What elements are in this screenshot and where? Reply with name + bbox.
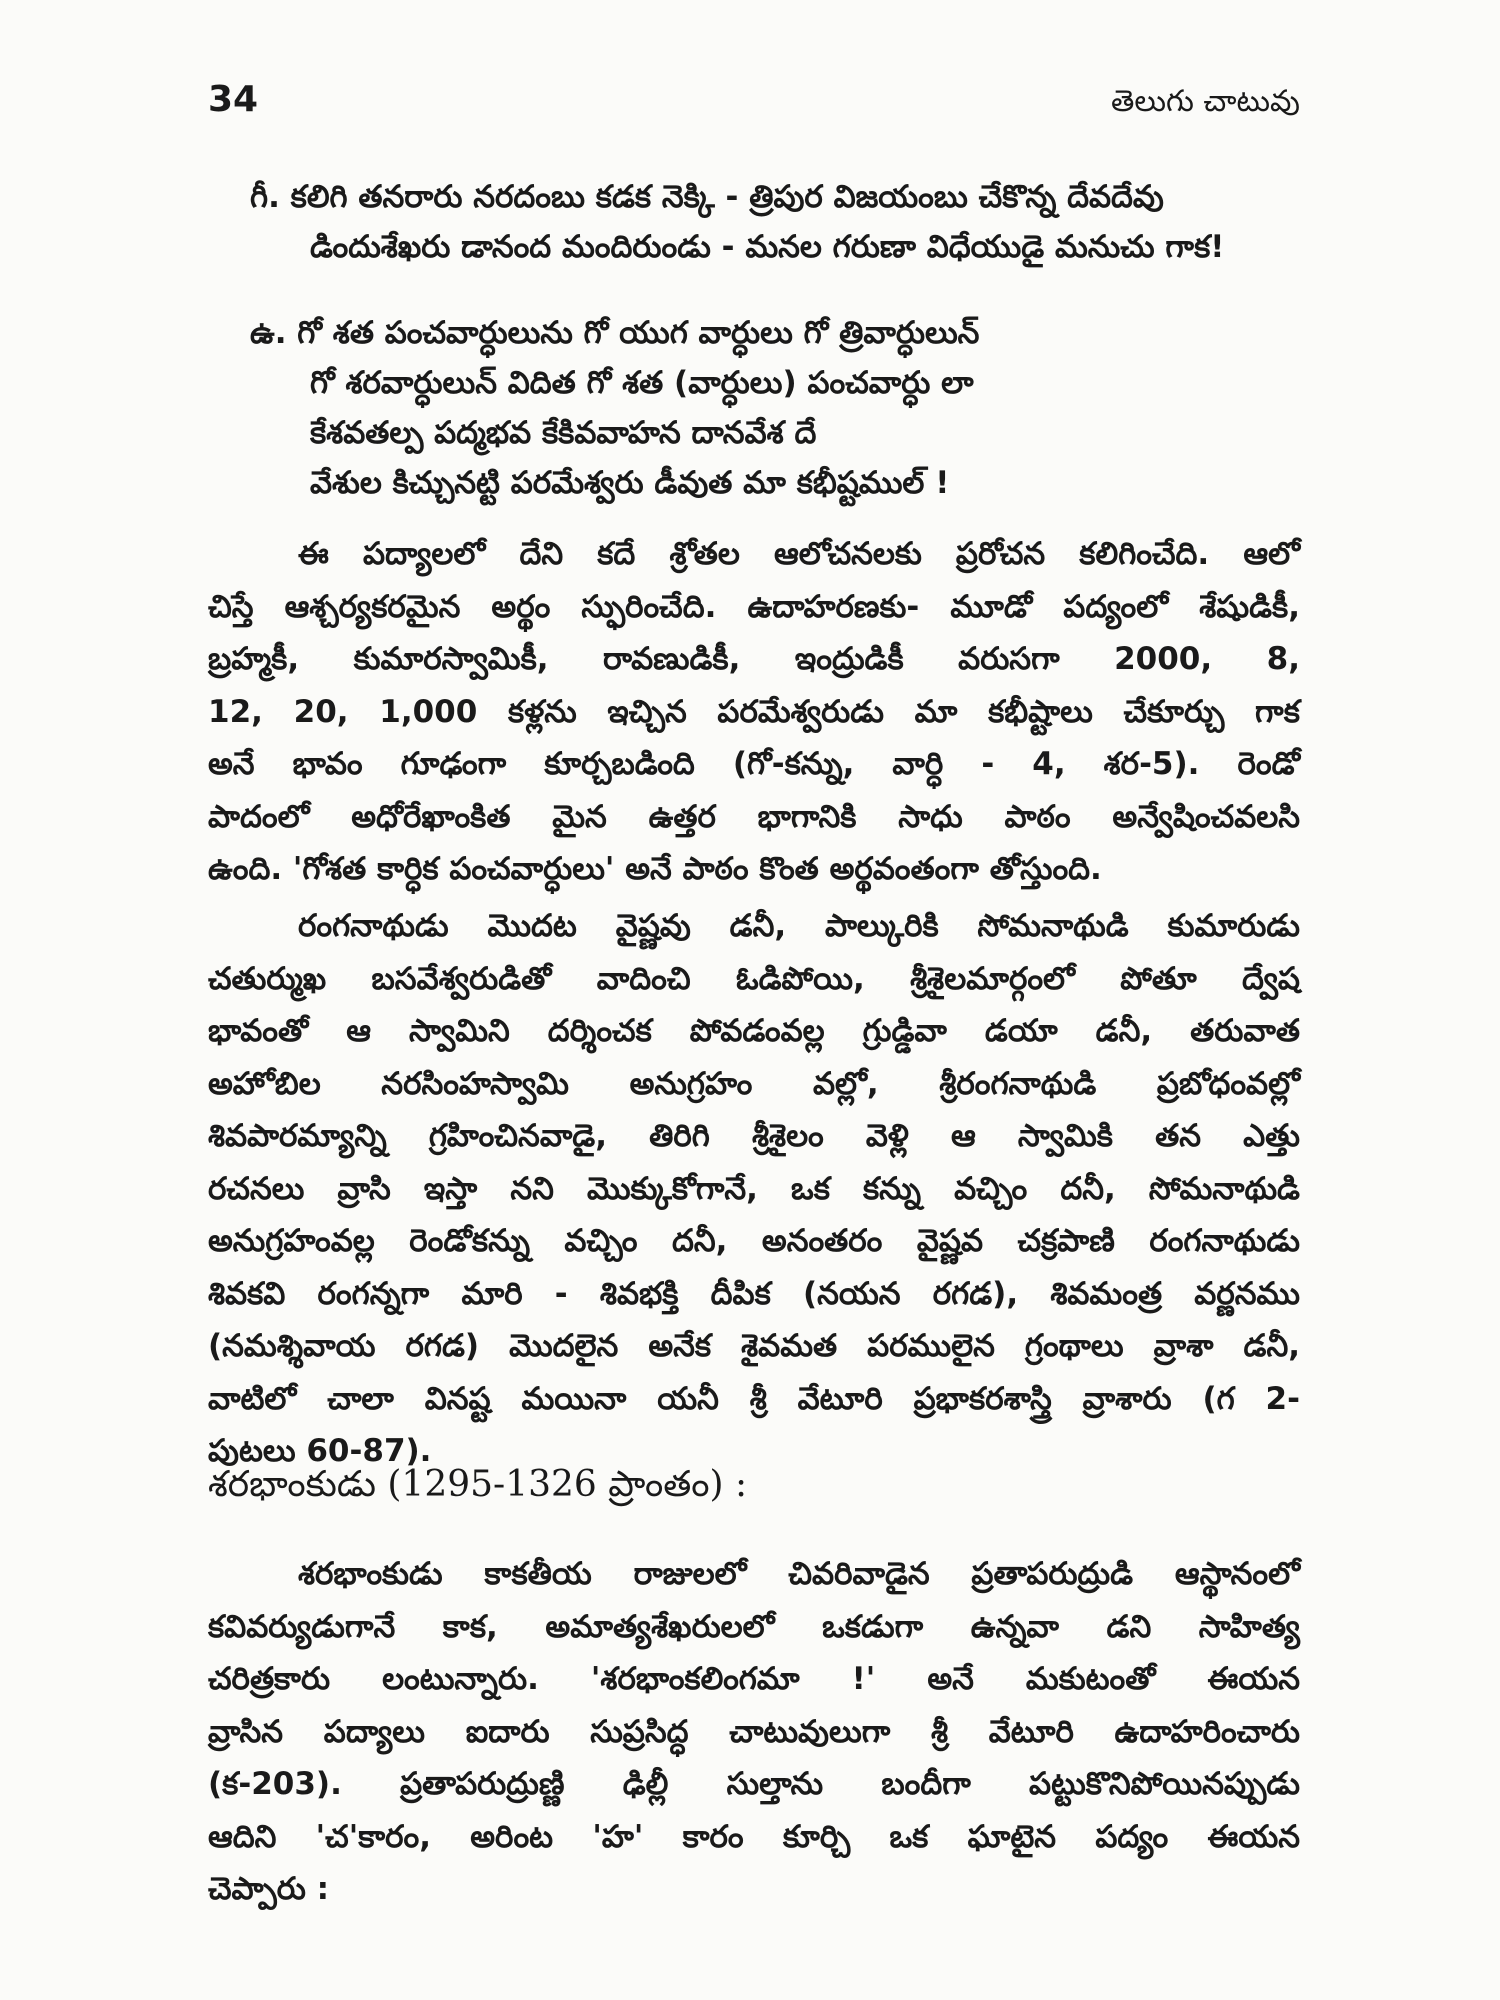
paragraph-line: శివపారమ్యాన్ని గ్రహించినవాడై, తిరిగి శ్రీశైలం వెళ్లి ఆ స్వామికి తన ఎత్తు [208,1118,1300,1154]
paragraph-line: 12, 20, 1,000 కళ్లను ఇచ్చిన పరమేశ్వరుడు మా కభీష్టాలు చేకూర్చు గాక [208,693,1300,730]
paragraph-line: చతుర్ముఖ బసవేశ్వరుడితో వాదించి ఓడిపోయి, శ్రీశైలమార్గంలో పోతూ ద్వేష [208,960,1300,997]
paragraph-line: ఆదిని 'చ'కారం, అరింట 'హ' కారం కూర్చి ఒక ఘాటైన పద్యం ఈయన [208,1818,1300,1855]
verse-line: డిందుశేఖరు డానంద మందిరుండు - మనల గరుణా విధేయుడై మనుచు గాక! [310,229,1225,265]
paragraph-line: రంగనాథుడు మొదట వైష్ణవు డనీ, పాల్కురికి సోమనాథుడి కుమారుడు [298,908,1300,944]
paragraph-sarabhanka [208,1548,1300,1916]
paragraph-line: (క-203). ప్రతాపరుద్రుణ్ణి ఢిల్లీ సుల్తాను బందీగా పట్టుకొనిపోయినప్పుడు [208,1766,1300,1802]
paragraph-line: శివకవి రంగన్నగా మారి - శివభక్తి దీపిక (నయన రగడ), శివమంత్ర వర్ణనము [208,1275,1300,1312]
verse-utpalamala [250,308,1300,508]
paragraph-explanation [208,528,1300,896]
paragraph-line: అనే భావం గూఢంగా కూర్చబడింది (గో-కన్ను, వార్ధి - 4, శర-5). రెండో [208,746,1300,782]
paragraph-line: అనుగ్రహంవల్ల రెండోకన్ను వచ్చిం దనీ, అనంతరం వైష్ణవ చక్రపాణి రంగనాథుడు [208,1223,1300,1259]
paragraph-line: అహోబిల నరసింహస్వామి అనుగ్రహం వల్లో, శ్రీరంగనాథుడి ప్రబోధంవల్లో [208,1065,1300,1102]
paragraph-line: చరిత్రకారు లంటున్నారు. 'శరభాంకలింగమా !' అనే మకుటంతో ఈయన [208,1661,1300,1697]
paragraph-ranganatha [208,900,1300,1478]
paragraph-line: రచనలు వ్రాసి ఇస్తా నని మొక్కుకోగానే, ఒక కన్ను వచ్చిం దనీ, సోమనాథుడి [208,1170,1300,1207]
paragraph-line: చిస్తే ఆశ్చర్యకరమైన అర్థం స్ఫురించేది. ఉదాహరణకు- మూడో పద్యంలో శేషుడికీ, [208,588,1300,625]
section-heading: శరభాంకుడు (1295-1326 ప్రాంతం) : [208,1464,748,1505]
paragraph-line: వ్రాసిన పద్యాలు ఐదారు సుప్రసిద్ధ చాటువులుగా శ్రీ వేటూరి ఉదాహరించారు [208,1713,1300,1750]
paragraph-line: ఉంది. 'గోశత కార్ధిక పంచవార్ధులు' అనే పాఠం కొంత అర్థవంతంగా తోస్తుంది. [208,851,1102,887]
verse-line: ఉ. గో శత పంచవార్ధులును గో యుగ వార్ధులు గో త్రివార్ధులున్ [250,315,980,351]
paragraph-line: శరభాంకుడు కాకతీయ రాజులలో చివరివాడైన ప్రతాపరుద్రుడి ఆస్థానంలో [298,1556,1300,1592]
verse-geetham [250,172,1300,272]
page-number: 34 [208,79,259,120]
page-header [208,78,1300,134]
paragraph-line: పాదంలో అధోరేఖాంకిత మైన ఉత్తర భాగానికి సాధు పాఠం అన్వేషించవలసి [208,798,1300,835]
paragraph-line: భావంతో ఆ స్వామిని దర్శించక పోవడంవల్ల గ్రుడ్డివా డయా డనీ, తరువాత [208,1013,1300,1049]
paragraph-line: కవివర్యుడుగానే కాక, అమాత్యశేఖరులలో ఒకడుగా ఉన్నవా డని సాహిత్య [208,1608,1300,1645]
running-head: తెలుగు చాటువు [1111,84,1300,119]
verse-line: వేశుల కిచ్చునట్టి పరమేశ్వరు డీవుత మా కభీష్టముల్ ! [310,465,950,501]
paragraph-line: పుటలు 60-87). [208,1433,432,1469]
paragraph-line: వాటిలో చాలా వినష్ట మయినా యనీ శ్రీ వేటూరి ప్రభాకరశాస్త్రి వ్రాశారు (గ 2- [208,1380,1300,1417]
paragraph-line: ఈ పద్యాలలో దేని కదే శ్రోతల ఆలోచనలకు ప్రరోచన కలిగించేది. ఆలో [298,536,1300,572]
verse-line: కేశవతల్ప పద్మభవ కేకివవాహన దానవేశ దే [310,415,817,451]
paragraph-line: చెప్పారు : [208,1871,330,1907]
paragraph-line: (నమశ్శివాయ రగడ) మొదలైన అనేక శైవమత పరములైన గ్రంథాలు వ్రాశా డనీ, [208,1328,1300,1364]
verse-line: గో శరవార్ధులున్ విదిత గో శత (వార్ధులు) పంచవార్ధు లా [310,365,974,401]
verse-line: గీ. కలిగి తనరారు నరదంబు కడక నెక్కి - త్రిపుర విజయంబు చేకొన్న దేవదేవు [250,179,1164,215]
paragraph-line: బ్రహ్మకీ, కుమారస్వామికీ, రావణుడికీ, ఇంద్రుడికీ వరుసగా 2000, 8, [208,641,1300,677]
